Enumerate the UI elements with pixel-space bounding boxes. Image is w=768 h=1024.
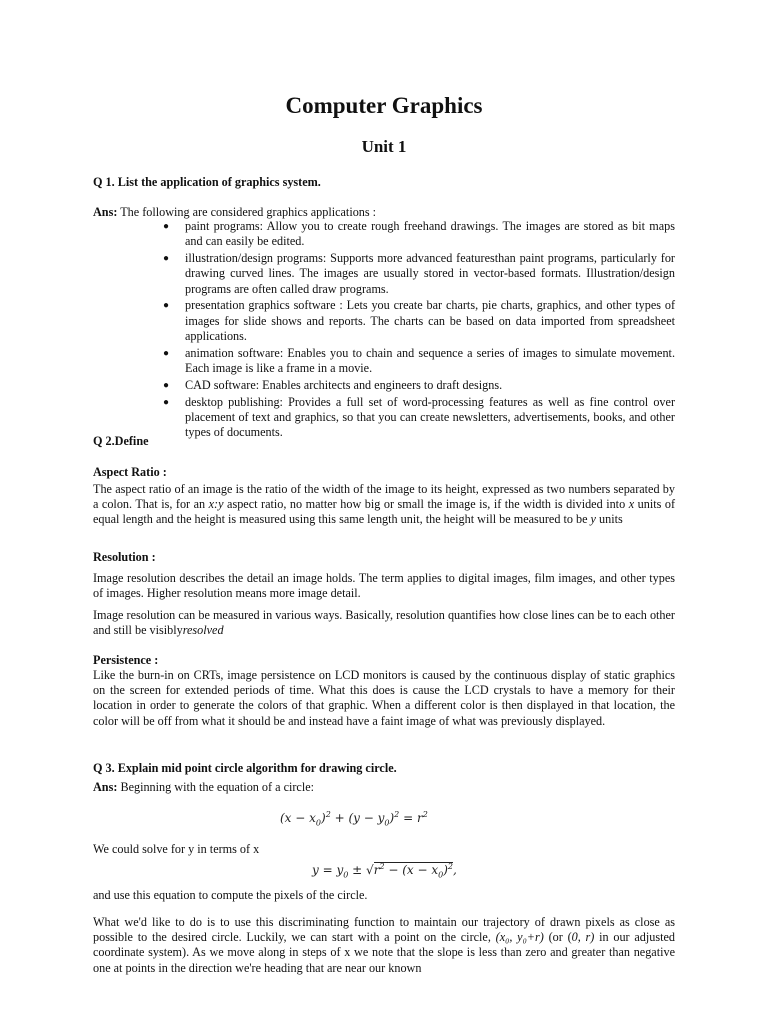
q1-ans-text: The following are considered graphics applications : bbox=[117, 205, 377, 219]
q3-ans-text: Beginning with the equation of a circle: bbox=[117, 780, 315, 794]
bullet-icon: ● bbox=[163, 221, 170, 232]
aspect-ratio-paragraph: The aspect ratio of an image is the ratio of the width of the image to its height, expressed as two numbers separated by a colon. That is, for an x:y aspect ratio, no matter how big or small the image is, if the width is divided into x units of equal length and the height is measured using this same length unit, the height will be measured to be y units bbox=[93, 482, 675, 527]
compute-pixels-text: and use this equation to compute the pixels of the circle. bbox=[93, 888, 368, 902]
resolution-heading: Resolution : bbox=[93, 550, 156, 564]
list-item-text: illustration/design programs: Supports more advanced featuresthan paint programs, particularly for drawing curved lines. The images are usually stored in vector-based formats. Illustration/design programs are often called draw programs. bbox=[185, 251, 675, 296]
list-item bbox=[93, 346, 675, 376]
list-item bbox=[93, 378, 675, 393]
circle-equation: $(x - x_0)^2 + (y - y_0)^2 = r^2$ bbox=[280, 810, 428, 828]
aspect-ratio-heading: Aspect Ratio : bbox=[93, 465, 167, 479]
bullet-icon: ● bbox=[163, 379, 170, 391]
persistence-heading: Persistence : bbox=[93, 653, 159, 667]
document-title: Computer Graphics bbox=[285, 93, 483, 118]
list-item bbox=[93, 251, 675, 297]
resolution-paragraph-2: Image resolution can be measured in various ways. Basically, resolution quantifies how close lines can be to each other and still be visiblyresolved bbox=[93, 608, 675, 638]
list-item-text: animation software: Enables you to chain and sequence a series of images to simulate movement. Each image is like a frame in a movie. bbox=[185, 345, 675, 375]
list-item bbox=[93, 298, 675, 344]
list-item bbox=[93, 219, 675, 249]
solve-for-y-text: We could solve for y in terms of x bbox=[93, 842, 260, 856]
q3-answer-intro bbox=[93, 780, 675, 795]
q1-ans-label: Ans: bbox=[93, 205, 118, 219]
q3-ans-label: Ans: bbox=[93, 780, 118, 794]
q2-question: Q 2.Define bbox=[93, 434, 149, 448]
bullet-icon: ● bbox=[163, 300, 170, 312]
resolution-paragraph-1: Image resolution describes the detail an image holds. The term applies to digital images, film images, and other types of images. Higher resolution means more image detail. bbox=[93, 571, 675, 601]
bullet-icon: ● bbox=[163, 347, 170, 359]
y-solution-equation: $y = y_0 \pm √r^2 - (x - x_0)^2$, bbox=[312, 862, 457, 880]
q3-question: Q 3. Explain mid point circle algorithm for drawing circle. bbox=[93, 761, 397, 775]
applications-list bbox=[93, 219, 675, 442]
list-item-text: CAD software: Enables architects and engineers to draft designs. bbox=[185, 377, 503, 392]
trajectory-paragraph: What we'd like to do is to use this discriminating function to maintain our trajectory of drawn pixels as close as possible to the desired circle. Luckily, we can start with a point on the circle, (x₀, y₀+r) (or (0, r) in our adjusted coordinate system). As we move along in steps of x we note that the slope is less than zero and greater than negative one at points in the direction we're heading that are near our known bbox=[93, 915, 675, 975]
list-item-text: presentation graphics software : Lets you create bar charts, pie charts, graphics, and other types of images for slide shows and reports. The charts can be based on data imported from spreadsheet applications. bbox=[185, 298, 675, 343]
persistence-paragraph: Like the burn-in on CRTs, image persistence on LCD monitors is caused by the continuous display of static graphics on the screen for extended periods of time. What this does is cause the LCD crystals to have a memory for their location in order to generate the colors of that graphic. When a different color is then displayed in that location, the color will be off from what it should be and instead have a faint image of what was previously displayed. bbox=[93, 668, 675, 728]
bullet-icon: ● bbox=[163, 396, 170, 408]
q1-question: Q 1. List the application of graphics system. bbox=[93, 175, 321, 189]
list-item-text: paint programs: Allow you to create rough freehand drawings. The images are stored as bit maps and can easily be edited. bbox=[185, 219, 675, 249]
unit-heading: Unit 1 bbox=[361, 137, 407, 156]
q1-answer-intro bbox=[93, 205, 675, 220]
list-item-text: desktop publishing: Provides a full set of word-processing features as well as fine control over placement of text and graphics, so that you can create newsletters, advertisements, books, and other types of documents. bbox=[185, 394, 675, 440]
bullet-icon: ● bbox=[163, 253, 170, 265]
